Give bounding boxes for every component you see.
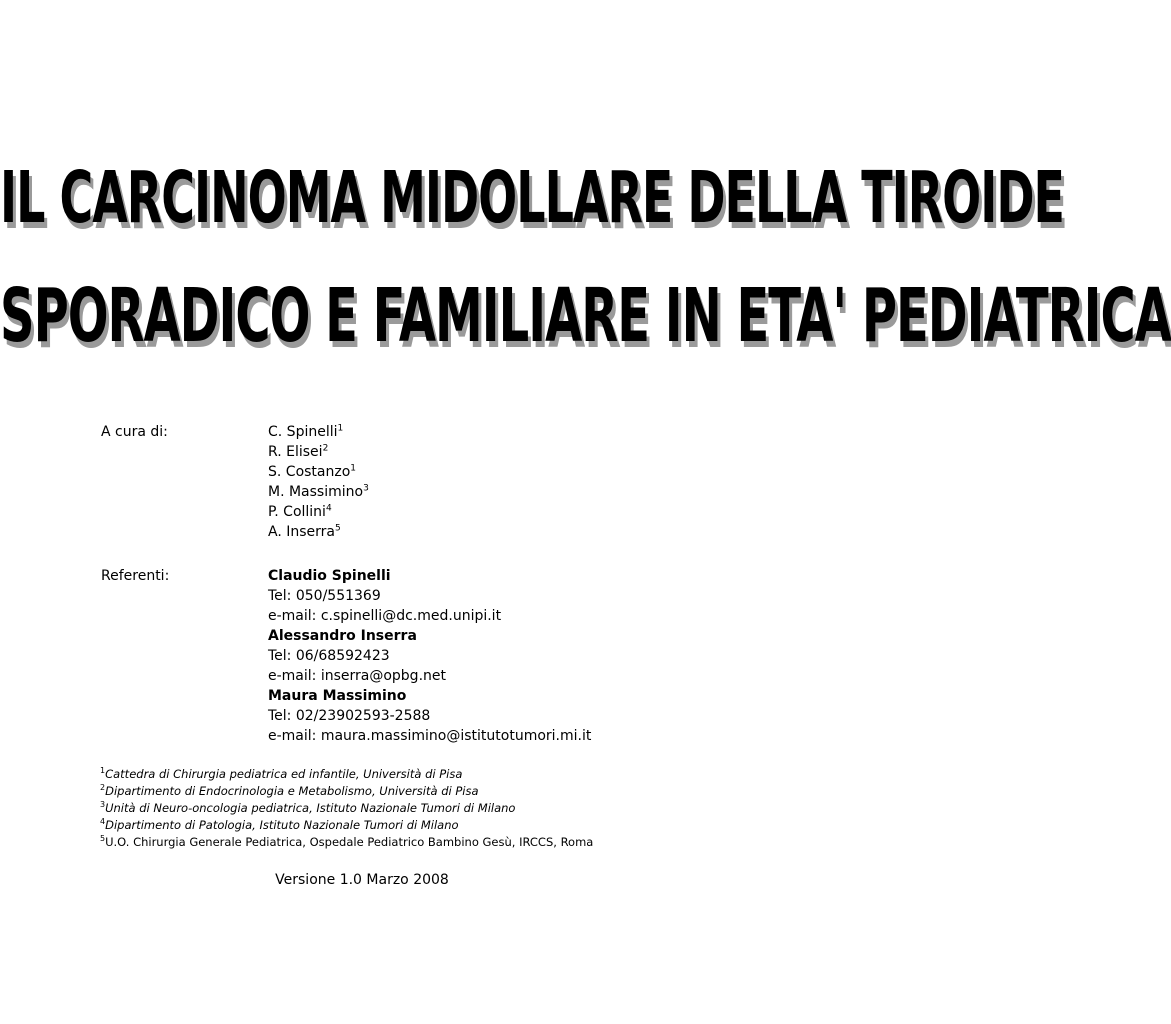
editor-item xyxy=(268,442,328,462)
version-line: Versione 1.0 Marzo 2008 xyxy=(275,872,449,888)
affiliation-marker: 2 xyxy=(322,443,329,454)
editors-label: A cura di: xyxy=(101,424,168,440)
footnote-text: Unità di Neuro-oncologia pediatrica, Istituto Nazionale Tumori di Milano xyxy=(105,801,516,815)
editor-item xyxy=(268,462,356,482)
footnote-text: Dipartimento di Endocrinologia e Metabolismo, Università di Pisa xyxy=(105,784,479,798)
affiliation-marker: 1 xyxy=(337,423,344,434)
editor-name: M. Massimino xyxy=(268,484,364,500)
footnote-text: Dipartimento di Patologia, Istituto Nazionale Tumori di Milano xyxy=(105,818,459,832)
referent-email[interactable]: e-mail: maura.massimino@istitutotumori.mi.it xyxy=(268,728,592,744)
editor-item xyxy=(268,522,341,542)
editor-item xyxy=(268,422,343,442)
footnote-text: Cattedra di Chirurgia pediatrica ed infantile, Università di Pisa xyxy=(105,767,463,781)
title-line-2: SPORADICO E FAMILIARE IN ETA' PEDIATRICA xyxy=(0,272,1171,360)
affiliation-marker: 4 xyxy=(325,503,332,514)
footnote-marker: 1 xyxy=(100,766,106,776)
footnote xyxy=(100,817,459,834)
footnote xyxy=(100,834,593,851)
referents-label: Referenti: xyxy=(101,568,170,584)
title-line-1: IL CARCINOMA MIDOLLARE DELLA TIROIDE xyxy=(0,155,1064,239)
referent-phone: Tel: 050/551369 xyxy=(268,588,381,604)
document-title xyxy=(0,150,1171,380)
footnote-marker: 2 xyxy=(100,783,106,793)
footnote-text: U.O. Chirurgia Generale Pediatrica, Ospedale Pediatrico Bambino Gesù, IRCCS, Roma xyxy=(105,835,594,849)
referent-email[interactable]: e-mail: c.spinelli@dc.med.unipi.it xyxy=(268,608,502,624)
referent-name: Claudio Spinelli xyxy=(268,568,391,584)
referent-name: Alessandro Inserra xyxy=(268,628,417,644)
affiliation-marker: 3 xyxy=(363,483,369,494)
referent-phone: Tel: 06/68592423 xyxy=(268,648,390,664)
footnote-marker: 4 xyxy=(100,817,106,827)
editor-item xyxy=(268,482,369,502)
footnote-marker: 3 xyxy=(100,800,106,810)
affiliation-marker: 1 xyxy=(350,463,357,474)
editor-item xyxy=(268,502,332,522)
editor-name: P. Collini xyxy=(268,504,326,520)
footnote xyxy=(100,766,462,783)
editor-name: C. Spinelli xyxy=(268,424,338,440)
referent-name: Maura Massimino xyxy=(268,688,407,704)
affiliation-marker: 5 xyxy=(335,523,341,534)
editor-name: S. Costanzo xyxy=(268,464,351,480)
footnote xyxy=(100,800,515,817)
referent-phone: Tel: 02/23902593-2588 xyxy=(268,708,431,724)
referent-email[interactable]: e-mail: inserra@opbg.net xyxy=(268,668,446,684)
editor-name: R. Elisei xyxy=(268,444,323,460)
footnote-marker: 5 xyxy=(100,834,106,844)
editor-name: A. Inserra xyxy=(268,524,335,540)
footnote xyxy=(100,783,479,800)
